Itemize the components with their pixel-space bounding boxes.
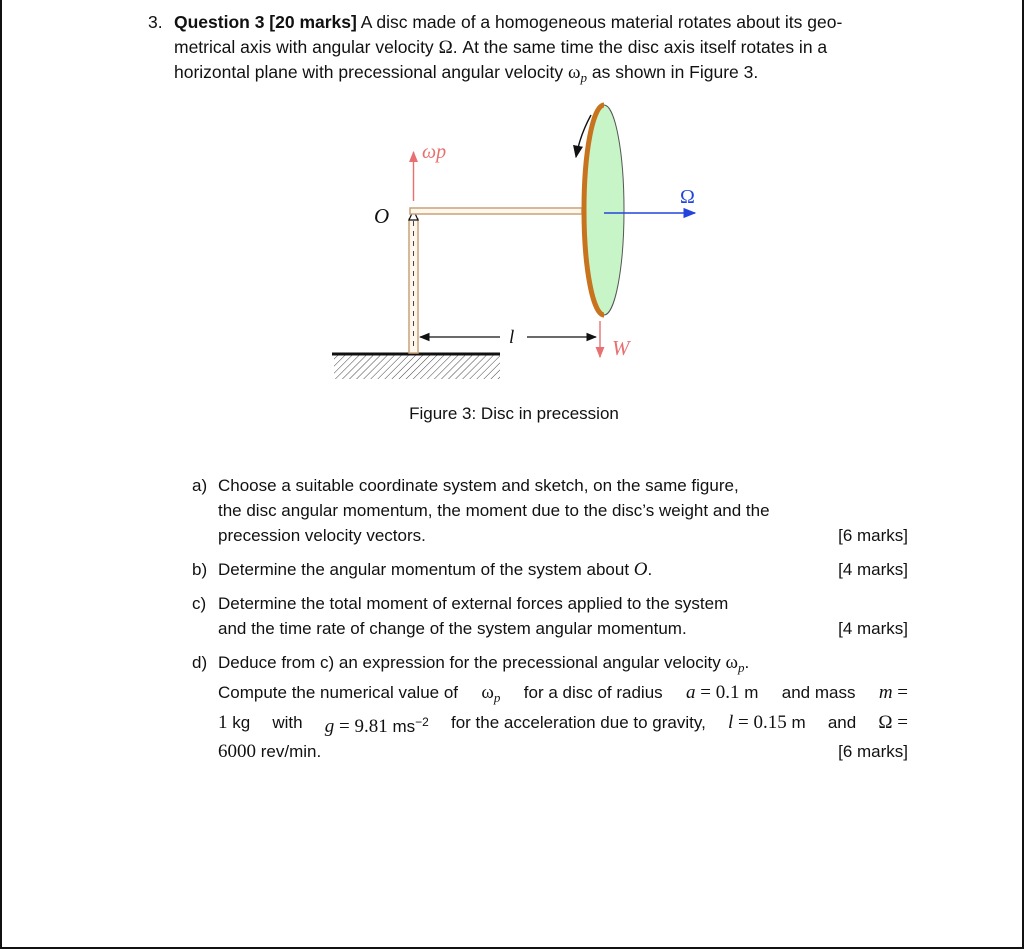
part-c-label: c)	[192, 594, 207, 613]
part-b-text: Determine the angular momentum of the system about	[218, 560, 630, 579]
part-d-line-4: 6000 rev/min. [6 marks]	[218, 741, 908, 762]
point-O-label: O	[374, 204, 390, 228]
omega-p-label: ωp	[422, 141, 447, 163]
question-line-2: metrical axis with angular velocity Ω. At the same time the disc axis itself rotates in a	[174, 37, 828, 58]
question-line-1: A disc made of a homogeneous material rotates about its geo-	[360, 12, 843, 32]
weight-label: W	[612, 336, 630, 360]
part-c	[192, 591, 908, 641]
precession-figure	[322, 95, 742, 395]
part-a-line-1: Choose a suitable coordinate system and sketch, on the same figure,	[218, 476, 739, 495]
sub-questions	[192, 473, 908, 773]
part-c-marks: [4 marks]	[838, 619, 908, 638]
question-title: Question 3 [20 marks]	[174, 12, 357, 32]
part-c-line-1: Determine the total moment of external forces applied to the system	[218, 594, 729, 613]
part-c-line-2: and the time rate of change of the system angular momentum.	[218, 619, 687, 638]
part-a-label: a)	[192, 476, 208, 495]
horizontal-rod	[410, 208, 582, 214]
omega-symbol: Ω	[438, 37, 453, 58]
part-b-label: b)	[192, 560, 208, 579]
point-O-ref: O	[633, 559, 648, 580]
length-l-label: l	[509, 327, 515, 348]
figure-caption: Figure 3: Disc in precession	[409, 404, 619, 423]
part-d-line-2: Compute the numerical value of $\omega_p$ for a disc of radius a = 0.1 m and mass m =	[218, 682, 908, 705]
omega-p-symbol: ω	[568, 62, 581, 83]
part-a-line-2: the disc angular momentum, the moment due to the disc’s weight and the	[218, 501, 770, 520]
part-d-label: d)	[192, 653, 208, 672]
question-number: 3.	[148, 12, 163, 32]
part-a	[192, 473, 908, 548]
part-d-line-3: 1 kg with g = 9.81 $ms^{-2}$ for the acceleration due to gravity, l = 0.15 m and Ω =	[218, 712, 908, 737]
omega-label: Ω	[680, 186, 695, 208]
question-line-3: horizontal plane with precessional angular velocity $\omega_p$ as shown in Figure 3.	[174, 62, 759, 85]
ground-hatching	[334, 355, 500, 379]
part-a-marks: [6 marks]	[838, 526, 908, 545]
part-b-marks: [4 marks]	[838, 560, 908, 579]
part-a-line-3: precession velocity vectors.	[218, 526, 426, 545]
part-d-marks: [6 marks]	[838, 742, 908, 761]
part-b: b) Determine the angular momentum of the system about O. [4 marks]	[192, 559, 908, 580]
part-d-line-1: Deduce from c) an expression for the precessional angular velocity $\omega_p$.	[218, 652, 750, 675]
part-d	[192, 650, 908, 764]
